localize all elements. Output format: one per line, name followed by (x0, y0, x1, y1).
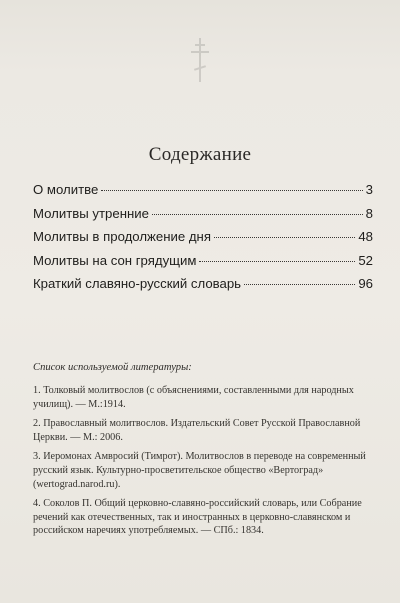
toc-entry[interactable] (33, 229, 373, 253)
toc-dot-leader (101, 190, 362, 191)
toc-entry[interactable] (33, 206, 373, 230)
toc-dot-leader (244, 284, 355, 285)
toc-dot-leader (199, 261, 355, 262)
table-of-contents (33, 182, 373, 300)
toc-entry-page: 52 (358, 252, 373, 268)
toc-entry-page: 3 (365, 182, 373, 197)
toc-entry-label: Молитвы утренние (33, 205, 149, 221)
bibliography-section (33, 362, 373, 544)
toc-entry-page: 96 (358, 276, 373, 291)
toc-entry-label: Молитвы в продолжение дня (33, 229, 211, 244)
toc-entry[interactable] (33, 182, 373, 206)
toc-entry[interactable] (33, 253, 373, 277)
page-title: Содержание (148, 144, 252, 165)
toc-entry[interactable] (33, 276, 373, 300)
toc-entry-label: О молитве (33, 182, 99, 197)
bibliography-item: 2. Православный молитвослов. Издательский Совет Русской Православной Церкви. — М.: 2006. (33, 418, 361, 443)
toc-entry-page: 8 (365, 205, 373, 221)
bibliography-item: 3. Иеромонах Амвросий (Тимрот). Молитвослов в переводе на современный русский язык. Культурно-просветительское общество «Вертоград» (wertograd.narod.ru). (33, 451, 366, 490)
toc-entry-label: Краткий славяно-русский словарь (33, 276, 242, 291)
bibliography-item: 4. Соколов П. Общий церковно-славяно-российский словарь, или Собрание речений как отечественных, так и иностранных в церковно-славянском и российском наречиях употребляемых. — СПб.: 1834. (33, 498, 362, 537)
toc-entry-label: Молитвы на сон грядущим (33, 252, 197, 268)
bibliography-heading: Список используемой литературы: (33, 362, 192, 373)
bleed-through-decoration (0, 38, 400, 118)
toc-entry-page: 48 (358, 229, 373, 244)
toc-dot-leader (214, 237, 355, 238)
toc-dot-leader (152, 214, 363, 215)
bibliography-item: 1. Толковый молитвослов (с объяснениями, составленными для народных училищ). — М.:1914. (33, 385, 354, 410)
orthodox-cross-icon (191, 38, 209, 82)
